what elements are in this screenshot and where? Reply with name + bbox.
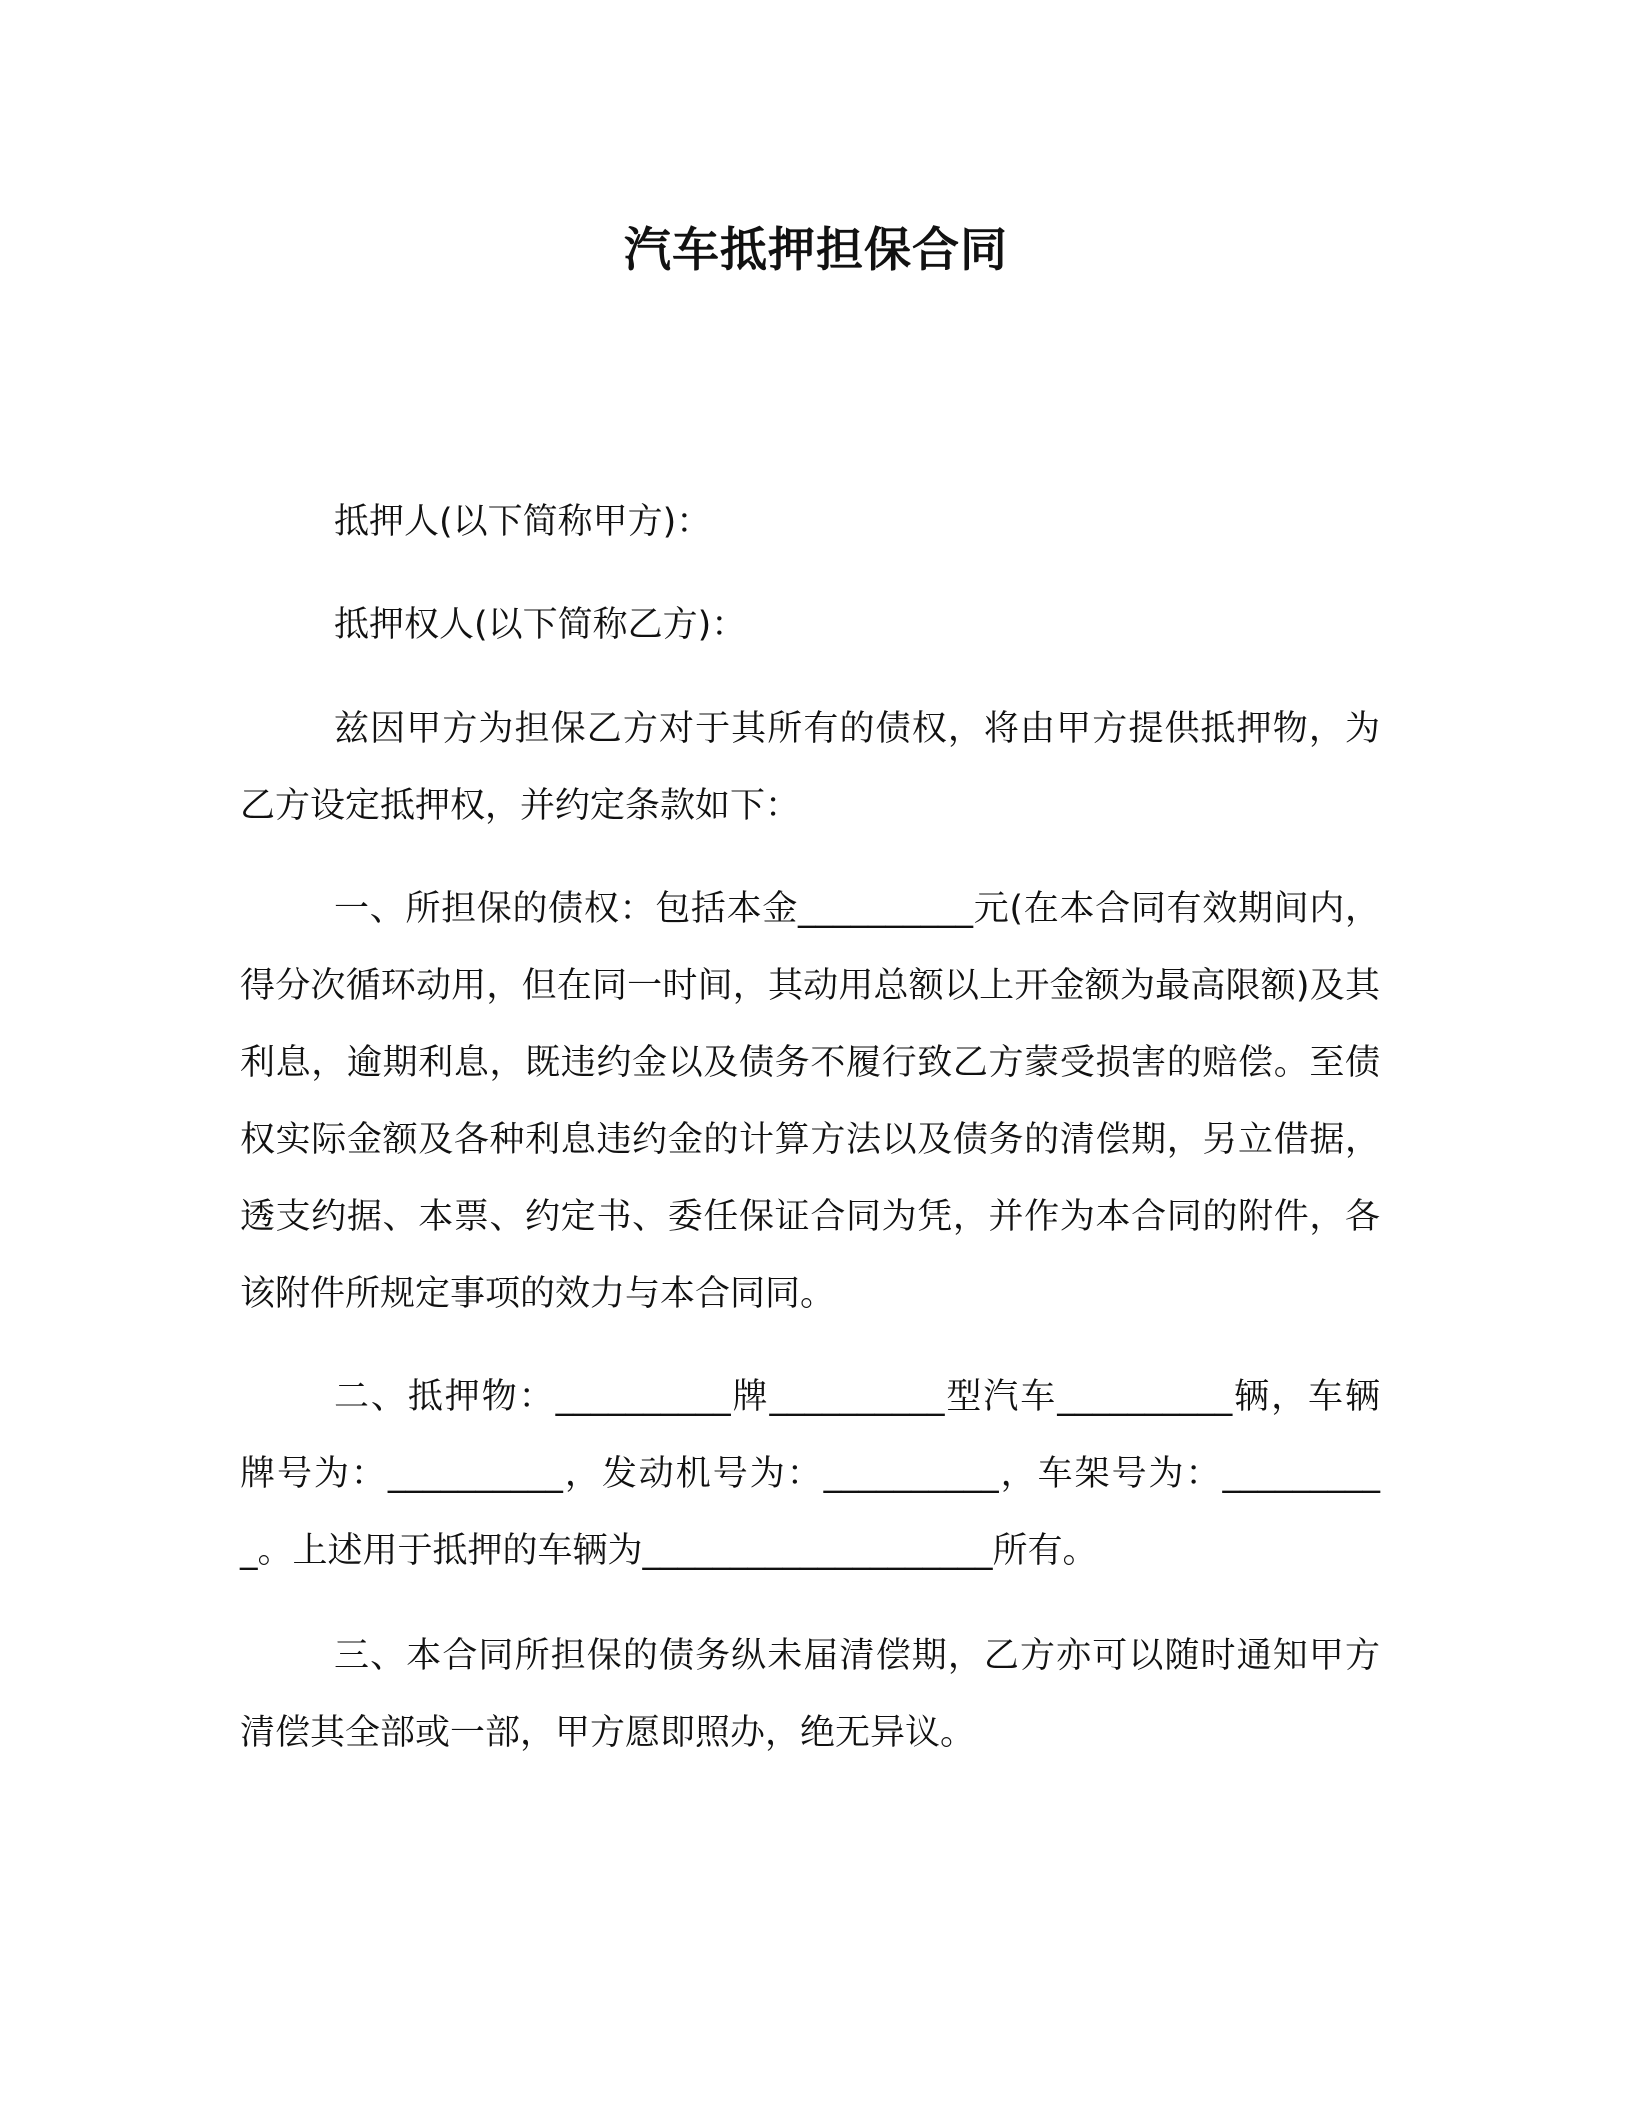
mortgagee-line: 抵押权人(以下简称乙方)： [334, 605, 747, 645]
mortgagor-line: 抵押人(以下简称甲方)： [334, 502, 712, 542]
preamble-paragraph: 兹因甲方为担保乙方对于其所有的债权，将由甲方提供抵押物，为乙方设定抵押权，并约定条款如下： [240, 709, 1380, 826]
article-1-secured-claims: 一、所担保的债权：包括本金__________元(在本合同有效期间内，得分次循环动用，但在同一时间，其动用总额以上开金额为最高限额)及其利息，逾期利息，既违约金以及债务不履行致乙方蒙受损害的赔偿。至债权实际金额及各种利息违约金的计算方法以及债务的清偿期，另立借据，透支约据、本票、约定书、委任保证合同为凭，并作为本合同的附件，各该附件所规定事项的效力与本合同同。 [240, 889, 1380, 1314]
article-2-collateral: 二、抵押物：__________牌__________型汽车__________辆，车辆牌号为：__________，发动机号为：__________，车架号为：__________。上述用于抵押的车辆为____________________所有。 [240, 1377, 1380, 1571]
article-3-early-repayment: 三、本合同所担保的债务纵未届清偿期，乙方亦可以随时通知甲方清偿其全部或一部，甲方愿即照办，绝无异议。 [240, 1636, 1380, 1753]
document-title: 汽车抵押担保合同 [624, 223, 1008, 278]
